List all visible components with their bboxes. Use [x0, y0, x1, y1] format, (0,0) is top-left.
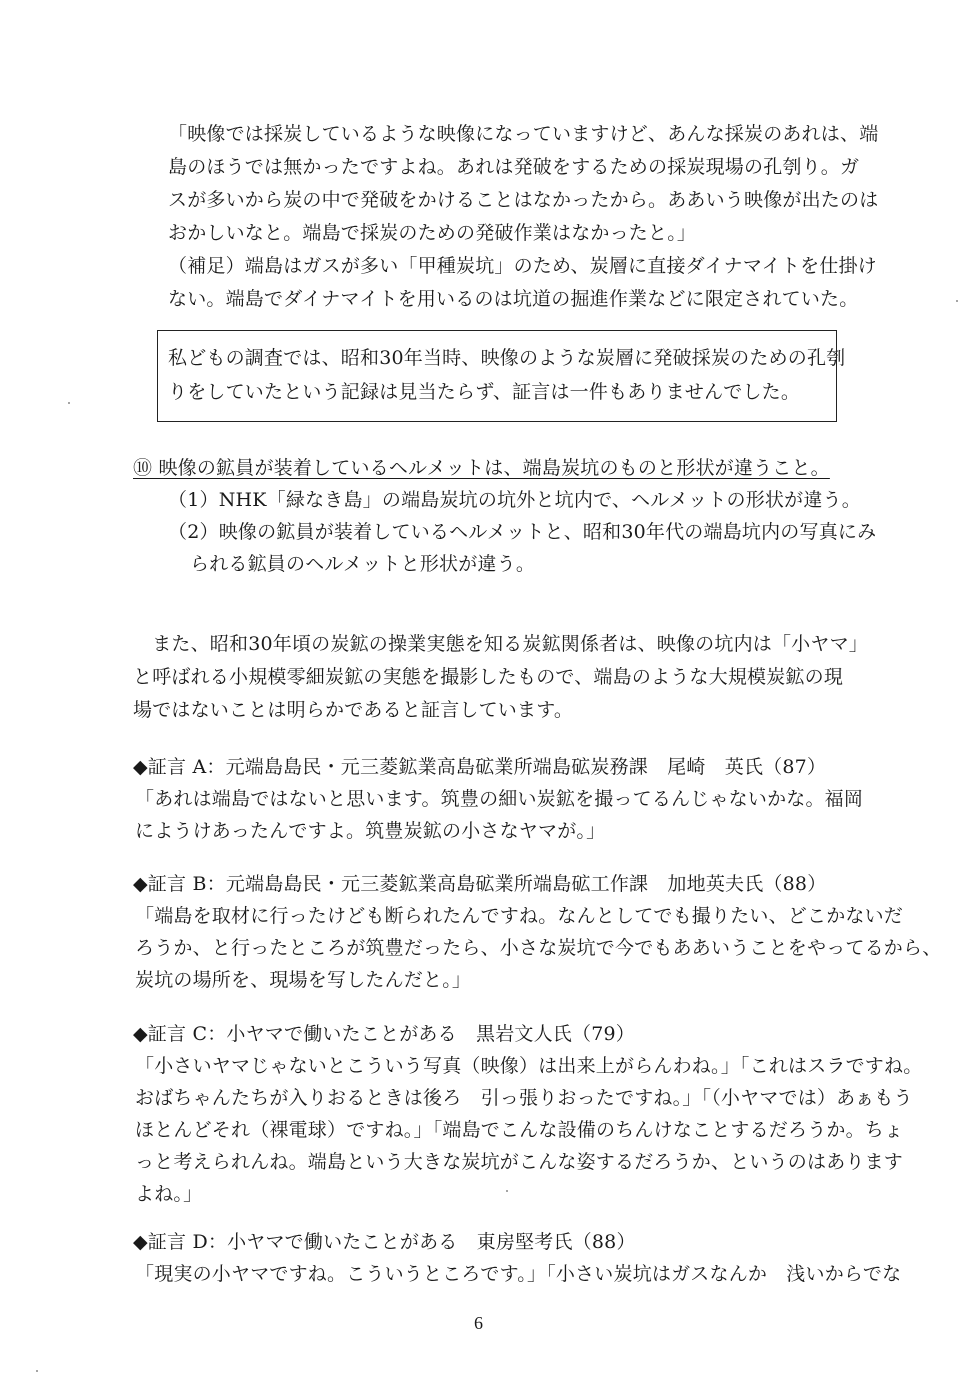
- testimony-b: [133, 868, 942, 996]
- testimony-c-line: 「小さいヤマじゃないとこういう写真（映像）は出来上がらんわね。」「これはスラですね。: [135, 1055, 923, 1077]
- testimony-b-line: ろうか、と行ったところが筑豊だったら、小さな炭坑で今でもああいうことをやってるから、: [135, 937, 942, 959]
- testimony-c-line: よね。」: [135, 1183, 203, 1205]
- testimony-c-heading: ◆証言 C：小ヤマで働いたことがある 黒岩文人氏（79）: [133, 1023, 635, 1045]
- quote-line: 「映像では採炭しているような映像になっていますけど、あんな採炭のあれは、端: [168, 123, 879, 145]
- scan-speck: [506, 1190, 508, 1192]
- findings-box: [157, 330, 846, 422]
- testimony-b-heading: ◆証言 B：元端島島民・元三菱鉱業高島砿業所端島砿工作課 加地英夫氏（88）: [133, 873, 827, 895]
- testimony-c-line: おばちゃんたちが入りおるときは後ろ 引っ張りおったですね。」「（小ヤマでは）あぁもう: [135, 1087, 913, 1109]
- testimony-b-line: 「端島を取材に行ったけども断られたんですね。なんとしてでも撮りたい、どこかないだ: [135, 905, 904, 927]
- supplement-line: ない。端島でダイナマイトを用いるのは坑道の掘進作業などに限定されていた。: [168, 288, 859, 310]
- quote-line: 島のほうでは無かったですよね。あれは発破をするための採炭現場の孔刳り。ガ: [168, 156, 860, 178]
- intro-paragraph: [133, 628, 868, 727]
- testimony-d-heading: ◆証言 D：小ヤマで働いたことがある 東房堅考氏（88）: [133, 1231, 636, 1253]
- paragraph-line: また、昭和30年頃の炭鉱の操業実態を知る炭鉱関係者は、映像の坑内は「小ヤマ」: [133, 633, 868, 655]
- supplement-line: （補足）端島はガスが多い「甲種炭坑」のため、炭層に直接ダイナマイトを仕掛け: [168, 255, 877, 277]
- scan-speck: [36, 1370, 38, 1372]
- scan-speck: [68, 402, 70, 404]
- testimony-c: [133, 1018, 923, 1210]
- findings-line: 私どもの調査では、昭和30年当時、映像のような炭層に発破採炭のための孔刳: [168, 347, 846, 369]
- testimony-a-line: にようけあったんですよ。筑豊炭鉱の小さなヤマが。」: [135, 820, 606, 842]
- section-10-item-2: （2）映像の鉱員が装着しているヘルメットと、昭和30年代の端島坑内の写真にみ: [168, 521, 877, 543]
- testimony-c-line: ほとんどそれ（裸電球）ですね。」「端島でこんな設備のちんけなことするだろうか。ちょ: [135, 1119, 904, 1141]
- scan-speck: [956, 300, 958, 302]
- paragraph-line: と呼ばれる小規模零細炭鉱の実態を撮影したもので、端島のような大規模炭鉱の現: [133, 666, 844, 688]
- page-number: 6: [474, 1313, 483, 1333]
- testimony-d: [133, 1226, 902, 1290]
- section-10-heading: ⑩ 映像の鉱員が装着しているヘルメットは、端島炭坑のものと形状が違うこと。: [133, 457, 830, 479]
- findings-line: りをしていたという記録は見当たらず、証言は一件もありませんでした。: [168, 381, 801, 403]
- testimony-b-line: 炭坑の場所を、現場を写したんだと。」: [135, 969, 472, 991]
- quote-line: スが多いから炭の中で発破をかけることはなかったから。ああいう映像が出たのは: [168, 189, 879, 211]
- testimony-a: [133, 751, 864, 847]
- testimony-a-heading: ◆証言 A：元端島島民・元三菱鉱業高島砿業所端島砿炭務課 尾崎 英氏（87）: [133, 756, 827, 778]
- section-10-item-1: （1）NHK「緑なき島」の端島炭坑の坑外と坑内で、ヘルメットの形状が違う。: [168, 489, 861, 511]
- testimony-c-line: っと考えられんね。端島という大きな炭坑がこんな姿するだろうか、というのはあります: [135, 1151, 904, 1173]
- testimony-d-line: 「現実の小ヤマですね。こういうところです。」「小さい炭坑はガスなんか 浅いからでな: [135, 1263, 902, 1285]
- section-10-item-2-cont: られる鉱員のヘルメットと形状が違う。: [190, 553, 536, 575]
- quote-block: [168, 118, 879, 316]
- section-10: [133, 452, 877, 580]
- paragraph-line: 場ではないことは明らかであると証言しています。: [133, 699, 574, 721]
- testimony-a-line: 「あれは端島ではないと思います。筑豊の細い炭鉱を撮ってるんじゃないかな。福岡: [135, 788, 864, 810]
- quote-line: おかしいなと。端島で採炭のための発破作業はなかったと。」: [168, 222, 697, 244]
